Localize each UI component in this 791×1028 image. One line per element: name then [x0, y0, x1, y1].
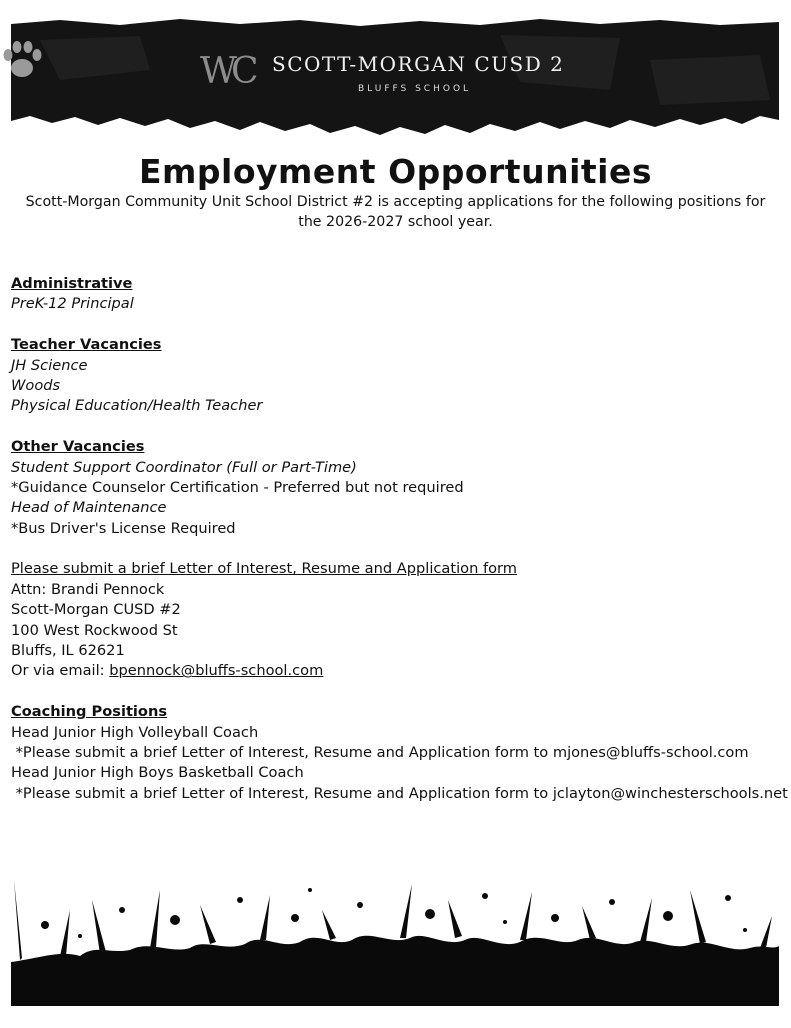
- contact-city: Bluffs, IL 62621: [11, 642, 125, 660]
- contact-attn: Attn: Brandi Pennock: [11, 580, 165, 598]
- coaching-positions-heading: Coaching Positions: [11, 703, 168, 721]
- school-name: SCOTT-MORGAN CUSD 2: [272, 52, 565, 76]
- coaching-position: Head Junior High Volleyball Coach: [11, 723, 259, 741]
- contact-email-line: [11, 661, 781, 681]
- position-note: *Guidance Counselor Certification - Preferred but not required: [11, 478, 464, 496]
- email-prefix: Or via email:: [11, 662, 110, 680]
- coaching-note: *Please submit a brief Letter of Interest, Resume and Application form to mjones@bluffs-school.com: [11, 743, 749, 761]
- administrative-heading: Administrative: [11, 275, 133, 292]
- splatter-graphic: [0, 870, 791, 1024]
- header-banner: [0, 0, 791, 150]
- intro-text: Scott-Morgan Community Unit School District #2 is accepting applications for the following positions for the 2026-2027 school year.: [25, 194, 766, 230]
- ink-splatter-footer: [0, 870, 791, 1024]
- position-item: Head of Maintenance: [11, 499, 167, 517]
- position-item: Physical Education/Health Teacher: [11, 397, 263, 415]
- banner-content: [0, 40, 791, 100]
- position-item: Student Support Coordinator (Full or Part-Time): [11, 458, 357, 476]
- paw-icon: [0, 40, 44, 80]
- coaching-note: *Please submit a brief Letter of Interest, Resume and Application form to jclayton@winchesterschools.net: [11, 784, 788, 802]
- district-logo: WC: [200, 51, 253, 92]
- contact-street: 100 West Rockwood St: [11, 621, 178, 639]
- email-link[interactable]: bpennock@bluffs-school.com: [109, 662, 324, 680]
- position-note: *Bus Driver's License Required: [11, 519, 236, 537]
- teacher-vacancies-heading: Teacher Vacancies: [11, 336, 162, 354]
- coaching-position: Head Junior High Boys Basketball Coach: [11, 764, 304, 782]
- position-item: Woods: [11, 376, 61, 394]
- submit-instruction: Please submit a brief Letter of Interest, Resume and Application form: [11, 560, 517, 578]
- other-vacancies-heading: Other Vacancies: [11, 438, 145, 456]
- school-subtitle: BLUFFS SCHOOL: [358, 84, 472, 94]
- position-item: PreK-12 Principal: [11, 295, 134, 313]
- position-item: JH Science: [11, 356, 88, 374]
- contact-org: Scott-Morgan CUSD #2: [11, 601, 181, 619]
- page-title: Employment Opportunities: [139, 152, 652, 191]
- job-listings: [11, 274, 788, 804]
